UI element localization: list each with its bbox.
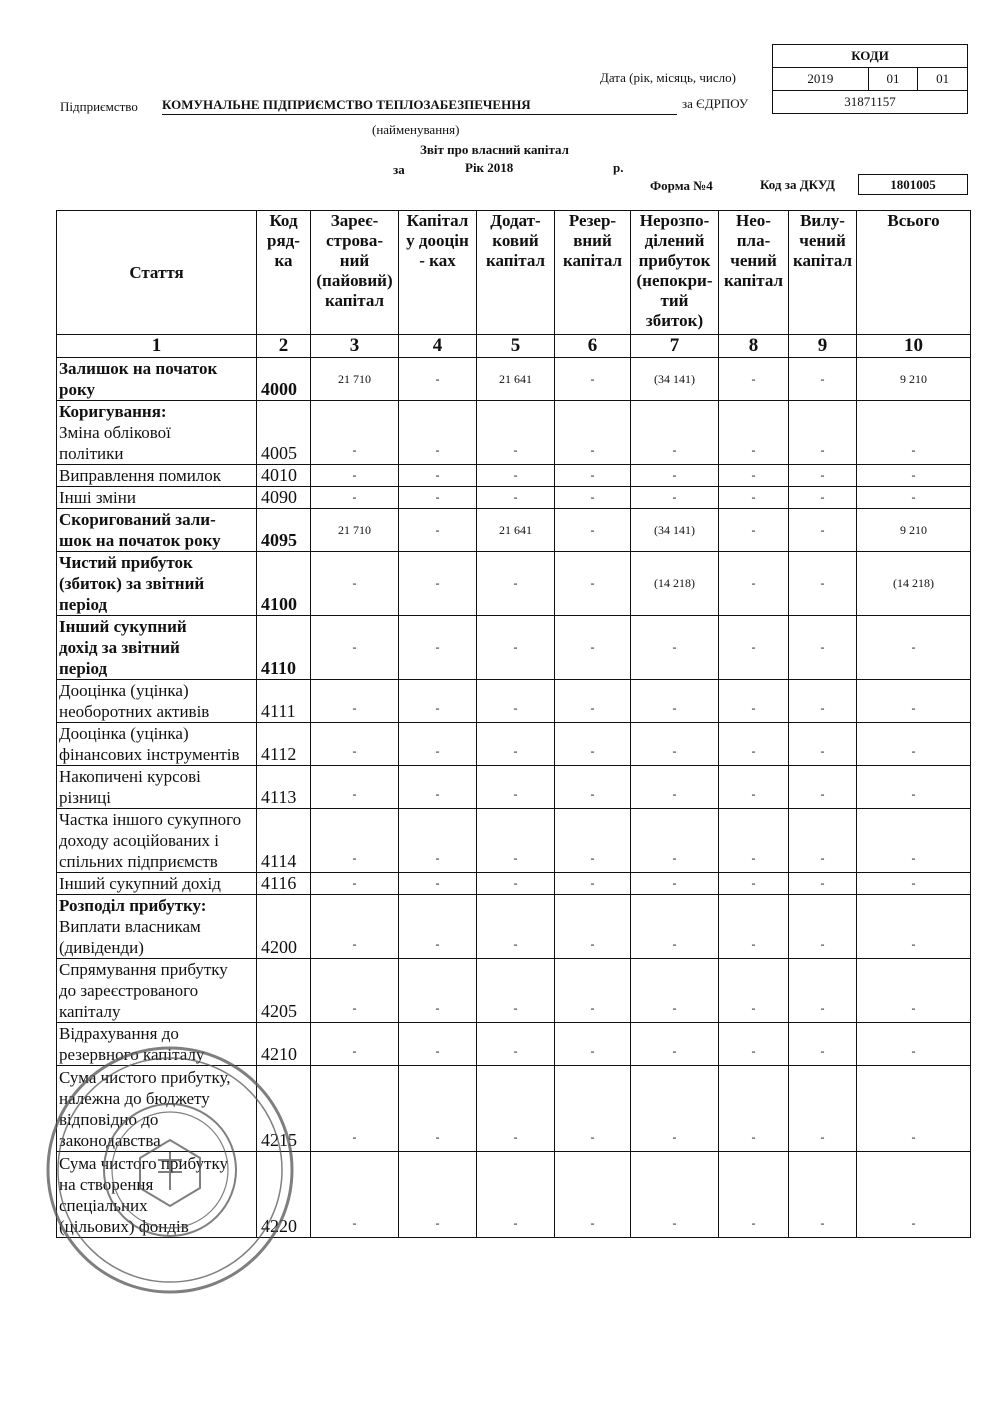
edrpou-code: 31871157 xyxy=(773,91,968,114)
cell-value: - xyxy=(789,873,857,895)
cell-value: - xyxy=(399,509,477,552)
cell-value: - xyxy=(719,1066,789,1152)
cell-value: - xyxy=(399,358,477,401)
column-header-line: капітал xyxy=(324,291,385,310)
cell-value: - xyxy=(719,465,789,487)
dkud-label: Код за ДКУД xyxy=(760,177,835,192)
cell-value: - xyxy=(789,809,857,873)
cell-value: - xyxy=(477,959,555,1023)
cell-value: - xyxy=(789,680,857,723)
cell-value: - xyxy=(789,552,857,616)
row-label-line: Інший сукупний xyxy=(59,617,187,636)
cell-value: - xyxy=(789,1152,857,1238)
period-prefix: за xyxy=(393,162,405,177)
cell-value: - xyxy=(719,509,789,552)
row-label-line: спеціальних xyxy=(59,1196,148,1215)
cell-value: - xyxy=(719,766,789,809)
row-code: 4200 xyxy=(257,895,311,959)
column-header-line: Зареє- xyxy=(330,211,379,230)
column-header xyxy=(719,211,789,335)
row-label-line: до зареєстрованого xyxy=(59,981,199,1000)
row-label-line: належна до бюджету xyxy=(59,1089,210,1108)
cell-value: - xyxy=(399,616,477,680)
column-number: 1 xyxy=(57,335,257,358)
row-label-line: Скоригований зали- xyxy=(59,510,216,529)
row-label-line: Коригування: xyxy=(59,402,167,421)
row-code: 4205 xyxy=(257,959,311,1023)
cell-value: - xyxy=(857,959,971,1023)
row-label xyxy=(57,358,257,401)
column-number: 2 xyxy=(257,335,311,358)
column-header xyxy=(477,211,555,335)
row-code: 4095 xyxy=(257,509,311,552)
cell-value: - xyxy=(789,509,857,552)
cell-value: - xyxy=(631,616,719,680)
codes-title: КОДИ xyxy=(773,45,968,68)
codes-table xyxy=(772,44,968,114)
table-row xyxy=(57,465,971,487)
cell-value: - xyxy=(789,895,857,959)
cell-value: - xyxy=(789,1023,857,1066)
cell-value: - xyxy=(311,1152,399,1238)
cell-value: - xyxy=(719,680,789,723)
column-number: 9 xyxy=(789,335,857,358)
cell-value: - xyxy=(555,895,631,959)
cell-value: - xyxy=(857,401,971,465)
row-label xyxy=(57,487,257,509)
cell-value: - xyxy=(631,809,719,873)
cell-value: - xyxy=(311,1023,399,1066)
column-header xyxy=(57,211,257,335)
row-code: 4111 xyxy=(257,680,311,723)
cell-value: - xyxy=(631,401,719,465)
column-header-line: чений xyxy=(799,231,846,250)
cell-value: - xyxy=(631,1066,719,1152)
row-label xyxy=(57,616,257,680)
column-number: 8 xyxy=(719,335,789,358)
cell-value: - xyxy=(399,873,477,895)
row-label-line: різниці xyxy=(59,788,111,807)
cell-value: (14 218) xyxy=(857,552,971,616)
cell-value: - xyxy=(857,1066,971,1152)
cell-value: - xyxy=(719,1023,789,1066)
cell-value: - xyxy=(399,487,477,509)
cell-value: - xyxy=(399,809,477,873)
cell-value: - xyxy=(311,809,399,873)
row-code: 4100 xyxy=(257,552,311,616)
row-label-line: Відрахування до xyxy=(59,1024,179,1043)
cell-value: - xyxy=(311,552,399,616)
column-header-line: Стаття xyxy=(129,262,184,282)
cell-value: - xyxy=(477,1066,555,1152)
cell-value: - xyxy=(477,616,555,680)
cell-value: - xyxy=(477,465,555,487)
cell-value: - xyxy=(789,358,857,401)
row-label-line: Сума чистого прибутку, xyxy=(59,1068,231,1087)
cell-value: - xyxy=(789,401,857,465)
row-label-line: відповідно до xyxy=(59,1110,159,1129)
column-number: 5 xyxy=(477,335,555,358)
row-code: 4113 xyxy=(257,766,311,809)
row-label xyxy=(57,895,257,959)
row-label-line: Виправлення помилок xyxy=(59,466,222,485)
cell-value: - xyxy=(857,873,971,895)
cell-value: - xyxy=(789,959,857,1023)
row-label xyxy=(57,465,257,487)
column-header-line: пла- xyxy=(736,231,771,250)
column-header-line: ділений xyxy=(644,231,705,250)
row-code: 4210 xyxy=(257,1023,311,1066)
column-header-line: ка xyxy=(274,251,293,270)
column-header-line: Додат- xyxy=(490,211,541,230)
cell-value: - xyxy=(857,723,971,766)
row-code: 4116 xyxy=(257,873,311,895)
cell-value: - xyxy=(789,1066,857,1152)
cell-value: - xyxy=(719,895,789,959)
cell-value: - xyxy=(399,959,477,1023)
row-label-line: Зміна облікової xyxy=(59,423,171,442)
table-row xyxy=(57,766,971,809)
cell-value: - xyxy=(631,1152,719,1238)
column-header-line: Вилу- xyxy=(800,211,845,230)
cell-value: - xyxy=(399,766,477,809)
cell-value: - xyxy=(555,1152,631,1238)
table-row xyxy=(57,809,971,873)
column-header xyxy=(631,211,719,335)
cell-value: 9 210 xyxy=(857,509,971,552)
cell-value: - xyxy=(555,509,631,552)
row-code: 4220 xyxy=(257,1152,311,1238)
cell-value: - xyxy=(719,809,789,873)
column-header xyxy=(257,211,311,335)
edrpou-label: за ЄДРПОУ xyxy=(682,96,749,111)
column-header-line: у дооцін xyxy=(406,231,469,250)
row-label-line: Залишок на початок xyxy=(59,359,218,378)
cell-value: - xyxy=(631,465,719,487)
cell-value: - xyxy=(857,616,971,680)
cell-value: - xyxy=(555,616,631,680)
row-label-line: (цільових) фондів xyxy=(59,1217,189,1236)
table-row xyxy=(57,680,971,723)
column-number: 4 xyxy=(399,335,477,358)
cell-value: - xyxy=(719,959,789,1023)
table-row xyxy=(57,509,971,552)
row-code: 4000 xyxy=(257,358,311,401)
cell-value: - xyxy=(555,1023,631,1066)
cell-value: - xyxy=(477,873,555,895)
cell-value: - xyxy=(555,401,631,465)
row-label-line: Дооцінка (уцінка) xyxy=(59,724,189,743)
column-header xyxy=(311,211,399,335)
column-header xyxy=(789,211,857,335)
cell-value: - xyxy=(555,809,631,873)
cell-value: - xyxy=(789,616,857,680)
row-label-line: Інший сукупний дохід xyxy=(59,874,221,893)
cell-value: - xyxy=(857,809,971,873)
column-header-line: чений xyxy=(730,251,777,270)
cell-value: - xyxy=(631,723,719,766)
cell-value: - xyxy=(311,680,399,723)
column-number: 7 xyxy=(631,335,719,358)
column-number: 3 xyxy=(311,335,399,358)
row-label-line: дохід за звітний xyxy=(59,638,180,657)
column-header-line: ряд- xyxy=(267,231,300,250)
row-label-line: Інші зміни xyxy=(59,488,136,507)
table-row xyxy=(57,895,971,959)
column-header-line: капітал xyxy=(723,271,784,290)
column-header-line: збиток) xyxy=(645,311,704,330)
row-code: 4110 xyxy=(257,616,311,680)
row-label-line: Чистий прибуток xyxy=(59,553,193,572)
cell-value: 21 710 xyxy=(311,509,399,552)
column-header-line: Нео- xyxy=(736,211,771,230)
row-code: 4010 xyxy=(257,465,311,487)
table-row xyxy=(57,401,971,465)
row-label-line: на створення xyxy=(59,1175,154,1194)
row-label-line: доходу асоційованих і xyxy=(59,831,220,850)
row-label xyxy=(57,680,257,723)
cell-value: - xyxy=(857,680,971,723)
cell-value: - xyxy=(857,766,971,809)
row-code: 4090 xyxy=(257,487,311,509)
row-label xyxy=(57,873,257,895)
cell-value: 21 710 xyxy=(311,358,399,401)
cell-value: - xyxy=(631,873,719,895)
column-header xyxy=(555,211,631,335)
column-header-line: прибуток xyxy=(638,251,711,270)
column-number-row xyxy=(57,335,971,358)
cell-value: - xyxy=(719,1152,789,1238)
row-label-line: законодавства xyxy=(59,1131,161,1150)
cell-value: - xyxy=(719,616,789,680)
cell-value: - xyxy=(789,766,857,809)
table-row xyxy=(57,487,971,509)
cell-value: - xyxy=(631,487,719,509)
dkud-code: 1801005 xyxy=(858,174,968,195)
column-header-line: ковий xyxy=(492,231,539,250)
cell-value: - xyxy=(477,1152,555,1238)
column-header-line: капітал xyxy=(485,251,546,270)
period: Рік 2018 xyxy=(465,160,514,175)
row-label-line: резервного капіталу xyxy=(59,1045,205,1064)
cell-value: - xyxy=(399,1152,477,1238)
cell-value: - xyxy=(477,895,555,959)
cell-value: - xyxy=(857,895,971,959)
cell-value: - xyxy=(631,1023,719,1066)
cell-value: - xyxy=(555,552,631,616)
cell-value: - xyxy=(399,401,477,465)
cell-value: (34 141) xyxy=(631,509,719,552)
enterprise-name: КОМУНАЛЬНЕ ПІДПРИЄМСТВО ТЕПЛОЗАБЕЗПЕЧЕННЯ xyxy=(162,97,677,115)
cell-value: - xyxy=(311,1066,399,1152)
header-row xyxy=(57,211,971,335)
cell-value: - xyxy=(477,723,555,766)
column-header-line: капітал xyxy=(562,251,623,270)
table-row xyxy=(57,873,971,895)
row-label-line: (збиток) за звітний xyxy=(59,574,205,593)
cell-value: - xyxy=(311,401,399,465)
form-label: Форма №4 xyxy=(650,178,713,193)
cell-value: - xyxy=(399,465,477,487)
cell-value: - xyxy=(399,680,477,723)
cell-value: - xyxy=(631,766,719,809)
cell-value: - xyxy=(311,465,399,487)
cell-value: - xyxy=(719,873,789,895)
table-row xyxy=(57,358,971,401)
cell-value: - xyxy=(789,487,857,509)
table-row xyxy=(57,959,971,1023)
cell-value: - xyxy=(857,487,971,509)
cell-value: - xyxy=(631,680,719,723)
cell-value: - xyxy=(555,1066,631,1152)
cell-value: - xyxy=(477,809,555,873)
cell-value: - xyxy=(555,723,631,766)
cell-value: - xyxy=(311,487,399,509)
row-code: 4005 xyxy=(257,401,311,465)
cell-value: - xyxy=(857,1023,971,1066)
cell-value: - xyxy=(719,401,789,465)
cell-value: - xyxy=(555,766,631,809)
row-code: 4112 xyxy=(257,723,311,766)
date-month: 01 xyxy=(868,68,918,91)
cell-value: - xyxy=(555,873,631,895)
column-header-line: Нерозпо- xyxy=(639,211,710,230)
cell-value: - xyxy=(477,766,555,809)
column-header-line: Код xyxy=(269,211,298,230)
row-label-line: Сума чистого прибутку xyxy=(59,1154,228,1173)
cell-value: - xyxy=(789,465,857,487)
row-label-line: період xyxy=(59,595,108,614)
cell-value: - xyxy=(399,723,477,766)
row-label xyxy=(57,552,257,616)
cell-value: - xyxy=(399,1066,477,1152)
cell-value: - xyxy=(719,552,789,616)
row-label xyxy=(57,809,257,873)
cell-value: - xyxy=(399,895,477,959)
cell-value: - xyxy=(719,487,789,509)
row-label-line: необоротних активів xyxy=(59,702,210,721)
column-header-line: Капітал xyxy=(406,211,469,230)
cell-value: - xyxy=(477,1023,555,1066)
row-label-line: Частка іншого сукупного xyxy=(59,810,242,829)
cell-value: - xyxy=(399,1023,477,1066)
cell-value: - xyxy=(789,723,857,766)
row-label xyxy=(57,509,257,552)
column-header-line: Всього xyxy=(887,211,940,230)
cell-value: - xyxy=(477,680,555,723)
cell-value: (34 141) xyxy=(631,358,719,401)
cell-value: - xyxy=(311,766,399,809)
cell-value: - xyxy=(555,959,631,1023)
column-header-line: - ках xyxy=(419,251,456,270)
row-code: 4215 xyxy=(257,1066,311,1152)
row-label xyxy=(57,959,257,1023)
row-label-line: капіталу xyxy=(59,1002,121,1021)
row-label-line: політики xyxy=(59,444,124,463)
row-label-line: Накопичені курсові xyxy=(59,767,201,786)
row-label-line: спільних підприємств xyxy=(59,852,218,871)
cell-value: - xyxy=(399,552,477,616)
column-header-line: (пайовий) xyxy=(316,271,393,290)
row-label xyxy=(57,401,257,465)
cell-value: - xyxy=(857,1152,971,1238)
column-number: 10 xyxy=(857,335,971,358)
date-year: 2019 xyxy=(773,68,869,91)
cell-value: - xyxy=(311,895,399,959)
date-label: Дата (рік, місяць, число) xyxy=(600,70,736,85)
date-day: 01 xyxy=(918,68,968,91)
cell-value: - xyxy=(477,487,555,509)
cell-value: - xyxy=(857,465,971,487)
row-label-line: Спрямування прибутку xyxy=(59,960,228,979)
row-label-line: Дооцінка (уцінка) xyxy=(59,681,189,700)
column-header-line: Резер- xyxy=(568,211,617,230)
table-row xyxy=(57,552,971,616)
period-suffix: р. xyxy=(613,160,624,175)
enterprise-label: Підприємство xyxy=(60,99,138,114)
row-label-line: (дивіденди) xyxy=(59,938,144,957)
cell-value: - xyxy=(631,959,719,1023)
cell-value: - xyxy=(719,358,789,401)
column-header-line: капітал xyxy=(792,251,853,270)
cell-value: 21 641 xyxy=(477,358,555,401)
table-row xyxy=(57,616,971,680)
column-number: 6 xyxy=(555,335,631,358)
cell-value: - xyxy=(311,616,399,680)
column-header-line: строва- xyxy=(326,231,383,250)
cell-value: - xyxy=(311,873,399,895)
row-label-line: Розподіл прибутку: xyxy=(59,896,207,915)
cell-value: - xyxy=(555,358,631,401)
table-row xyxy=(57,723,971,766)
column-header-line: тий xyxy=(660,291,689,310)
row-code: 4114 xyxy=(257,809,311,873)
cell-value: - xyxy=(477,552,555,616)
cell-value: 21 641 xyxy=(477,509,555,552)
cell-value: - xyxy=(311,723,399,766)
row-label-line: період xyxy=(59,659,108,678)
report-title: Звіт про власний капітал xyxy=(420,142,569,157)
row-label-line: шок на початок року xyxy=(59,531,221,550)
column-header-line: ний xyxy=(339,251,370,270)
row-label-line: Виплати власникам xyxy=(59,917,201,936)
cell-value: (14 218) xyxy=(631,552,719,616)
column-header-line: вний xyxy=(573,231,612,250)
column-header-line: (непокри- xyxy=(636,271,713,290)
name-caption: (найменування) xyxy=(372,122,460,137)
row-label xyxy=(57,766,257,809)
row-label-line: року xyxy=(59,380,96,399)
cell-value: - xyxy=(631,895,719,959)
cell-value: - xyxy=(555,487,631,509)
cell-value: - xyxy=(477,401,555,465)
cell-value: - xyxy=(555,680,631,723)
column-header xyxy=(399,211,477,335)
row-label xyxy=(57,723,257,766)
cell-value: - xyxy=(719,723,789,766)
cell-value: - xyxy=(555,465,631,487)
seal-stamp-icon xyxy=(40,1040,300,1300)
cell-value: - xyxy=(311,959,399,1023)
cell-value: 9 210 xyxy=(857,358,971,401)
row-label-line: фінансових інструментів xyxy=(59,745,240,764)
column-header xyxy=(857,211,971,335)
